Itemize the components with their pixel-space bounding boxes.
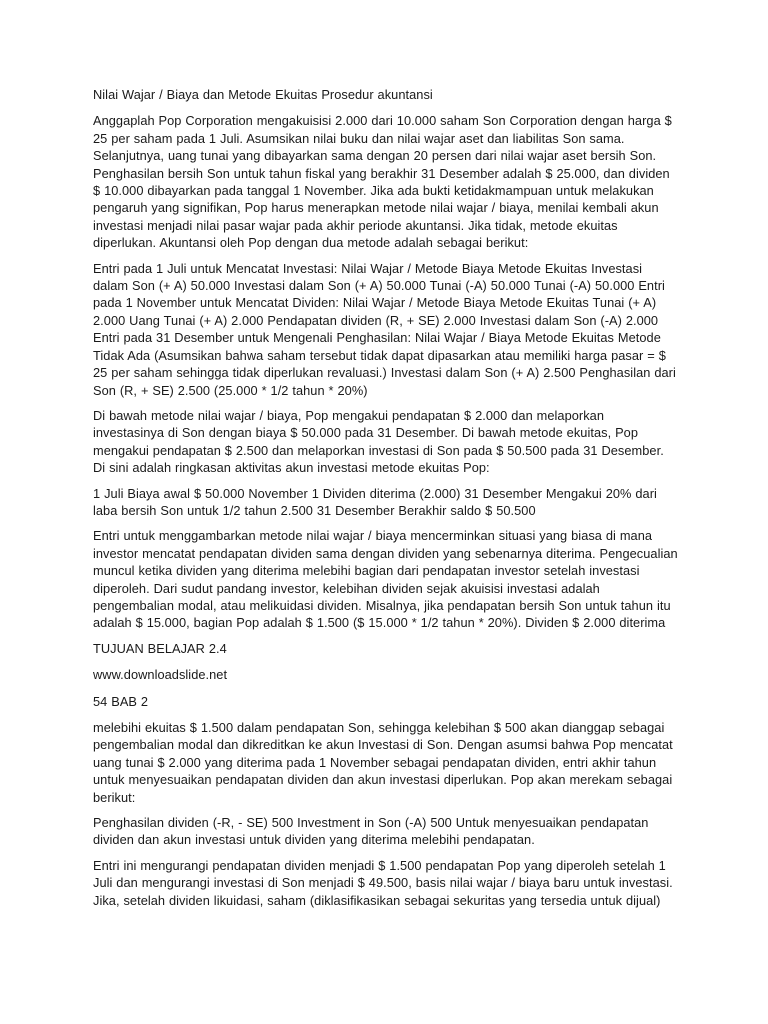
paragraph-method-comparison: Di bawah metode nilai wajar / biaya, Pop mengakui pendapatan $ 2.000 dan melaporkan investasinya di Son dengan biaya $ 50.000 pada 31 Desember. Di bawah metode ekuitas, Pop mengakui pendapatan $ 2.500 dan melaporkan investasi di Son pada $ 50.500 pada 31 Desember. Di sini adalah ringkasan aktivitas akun investasi metode ekuitas Pop: [93, 407, 664, 476]
paragraph-exceptions: Entri untuk menggambarkan metode nilai wajar / biaya mencerminkan situasi yang biasa di mana investor mencatat pendapatan dividen sama dengan dividen yang sebenarnya diterima. Pengecualian muncul ketika dividen yang diterima melebihi bagian dari pendapatan investor setelah investasi diperoleh. Dari sudut pandang investor, kelebihan dividen sejak akuisisi investasi adalah pengembalian modal, atau melikuidasi dividen. Misalnya, jika pendapatan bersih Son untuk tahun itu adalah $ 15.000, bagian Pop adalah $ 1.500 ($ 15.000 * 1/2 tahun * 20%). Dividen $ 2.000 diterima [93, 528, 678, 631]
paragraph-entry-effect: Entri ini mengurangi pendapatan dividen menjadi $ 1.500 pendapatan Pop yang diperoleh setelah 1 Juli dan mengurangi investasi di Son menjadi $ 49.500, basis nilai wajar / biaya baru untuk investasi. Jika, setelah dividen likuidasi, saham (diklasifikasikan sebagai sekuritas yang tersedia untuk dijual) [93, 857, 673, 908]
paragraph-excess-dividends: melebihi ekuitas $ 1.500 dalam pendapatan Son, sehingga kelebihan $ 500 akan dianggap sebagai pengembalian modal dan dikreditkan ke akun Investasi di Son. Dengan asumsi bahwa Pop mencatat uang tunai $ 2.000 yang diterima pada 1 November sebagai pendapatan dividen, entri akhir tahun untuk menyesuaikan pendapatan dividen dan akun investasi diperlukan. Pop akan merekam sebagai berikut: [93, 720, 673, 805]
document-title: Nilai Wajar / Biaya dan Metode Ekuitas Prosedur akuntansi [93, 87, 433, 102]
learning-objective-heading: TUJUAN BELAJAR 2.4 [93, 640, 227, 656]
paragraph-account-summary: 1 Juli Biaya awal $ 50.000 November 1 Dividen diterima (2.000) 31 Desember Mengakui 20% dari laba bersih Son untuk 1/2 tahun 2.500 31 Desember Berakhir saldo $ 50.500 [93, 485, 657, 518]
paragraph-intro: Anggaplah Pop Corporation mengakuisisi 2.000 dari 10.000 saham Son Corporation dengan harga $ 25 per saham pada 1 Juli. Asumsikan nilai buku dan nilai wajar aset dan liabilitas Son sama. Selanjutnya, uang tunai yang dibayarkan sama dengan 20 persen dari nilai wajar aset bersih Son. Penghasilan bersih Son untuk tahun fiskal yang berakhir 31 Desember adalah $ 25.000, dan dividen $ 10.000 dibayarkan pada tanggal 1 November. Jika ada bukti ketidakmampuan untuk melakukan pengaruh yang signifikan, Pop harus menerapkan metode nilai wajar / biaya, menilai kembali akun investasi menjadi nilai pasar wajar pada akhir periode akuntansi. Jika tidak, metode ekuitas diperlukan. Akuntansi oleh Pop dengan dua metode adalah sebagai berikut: [93, 113, 672, 251]
page-header-chapter: 54 BAB 2 [93, 693, 149, 709]
source-url: www.downloadslide.net [93, 667, 228, 683]
paragraph-journal-entries: Entri pada 1 Juli untuk Mencatat Investasi: Nilai Wajar / Metode Biaya Metode Ekuitas Investasi dalam Son (+ A) 50.000 Investasi dalam Son (+ A) 50.000 Tunai (-A) 50.000 Tunai (-A) 50.000 Entri pada 1 November untuk Mencatat Dividen: Nilai Wajar / Metode Biaya Metode Ekuitas Tunai (+ A) 2.000 Uang Tunai (+ A) 2.000 Pendapatan dividen (R, + SE) 2.000 Investasi dalam Son (-A) 2.000 Entri pada 31 Desember untuk Mengenali Penghasilan: Nilai Wajar / Biaya Metode Ekuitas Metode Tidak Ada (Asumsikan bahwa saham tersebut tidak dapat dipasarkan atau memiliki harga pasar = $ 25 per saham sehingga tidak diperlukan revaluasi.) Investasi dalam Son (+ A) 2.500 Penghasilan dari Son (R, + SE) 2.500 (25.000 * 1/2 tahun * 20%) [93, 260, 676, 398]
paragraph-adjusting-entry: Penghasilan dividen (-R, - SE) 500 Investment in Son (-A) 500 Untuk menyesuaikan pendapatan dividen dan akun investasi untuk dividen yang diterima melebihi pendapatan. [93, 815, 649, 848]
